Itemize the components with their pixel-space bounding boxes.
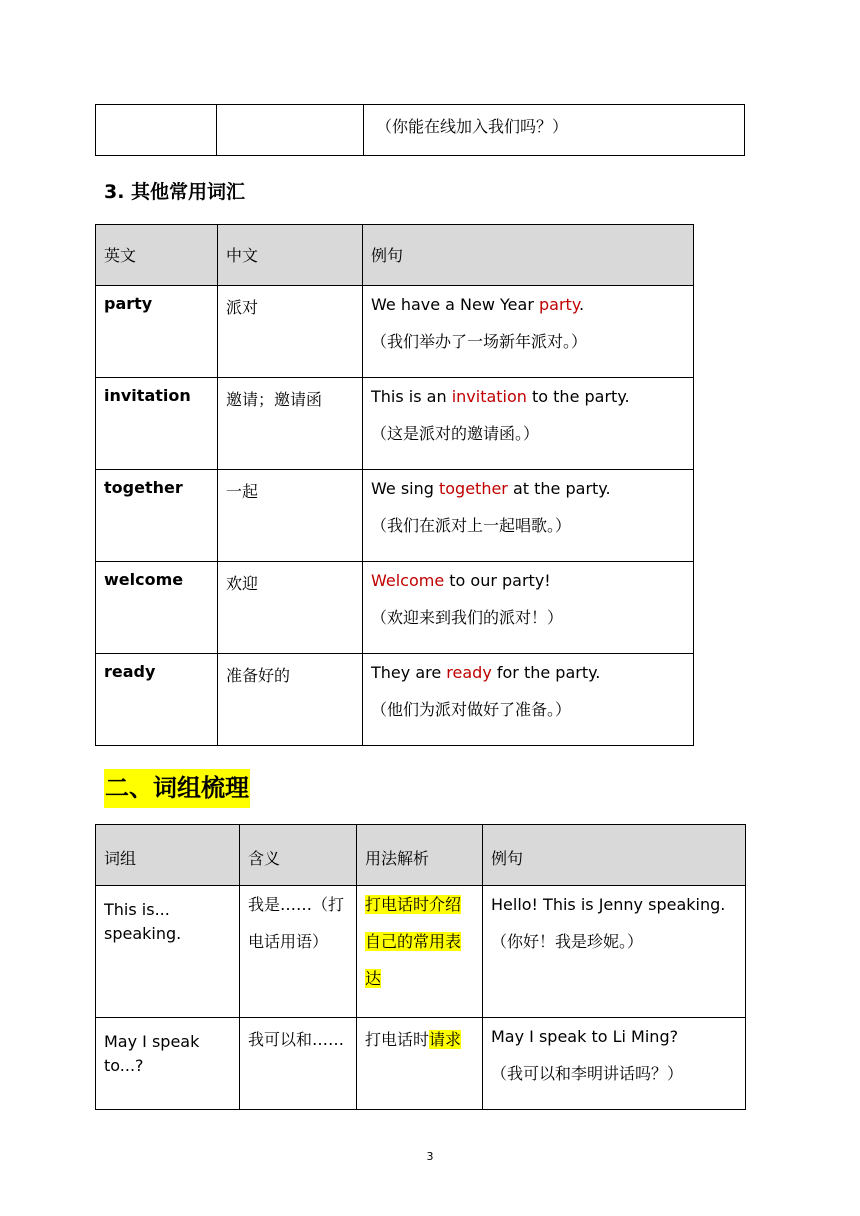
example-zh: （我们在派对上一起唱歌。） [371,516,572,535]
phrase-cell: This is... speaking. [96,886,240,1018]
example-zh: （你好！我是珍妮。） [491,932,644,951]
header-cell: 用法解析 [357,825,483,886]
table-header-row [96,225,694,286]
word-cell: invitation [96,378,218,470]
table-row [96,470,694,562]
table-row [96,886,746,1018]
word-cell: ready [96,654,218,746]
phrase-table [95,824,746,1110]
section-heading: 3. 其他常用词汇 [104,181,246,203]
vocab-table [95,224,694,746]
example-cell [363,470,694,562]
table-header-row [96,825,746,886]
table-row [96,1018,746,1110]
example-cell [363,378,694,470]
example-en: Welcome to our party! [371,571,551,590]
example-cell [363,654,694,746]
phrase-cell: May I speak to...? [96,1018,240,1110]
meaning-cell: 一起 [218,470,363,562]
example-zh: （我们举办了一场新年派对。） [371,332,588,351]
word-cell: party [96,286,218,378]
meaning-cell: 我是……（打电话用语） [240,886,357,1018]
table-cell [96,105,217,156]
meaning-cell: 派对 [218,286,363,378]
example-en: This is an invitation to the party. [371,387,630,406]
example-zh: （我可以和李明讲话吗？） [491,1064,684,1083]
table-row [96,286,694,378]
table-cell [217,105,364,156]
section-heading-highlighted: 二、词组梳理 [104,769,250,808]
usage-cell: 打电话时请求 [357,1018,483,1110]
meaning-cell: 邀请；邀请函 [218,378,363,470]
usage-highlight: 请求 [429,1030,462,1049]
example-cell [363,286,694,378]
header-cell: 例句 [363,225,694,286]
table-row [96,378,694,470]
example-en: We have a New Year party. [371,295,585,314]
example-en: May I speak to Li Ming? [491,1027,679,1046]
example-en: We sing together at the party. [371,479,611,498]
header-cell: 例句 [483,825,746,886]
meaning-cell: 准备好的 [218,654,363,746]
meaning-cell: 我可以和…… [240,1018,357,1110]
example-zh: （他们为派对做好了准备。） [371,700,572,719]
continued-table [95,104,745,156]
example-zh: （这是派对的邀请函。） [371,424,540,443]
example-en: Hello! This is Jenny speaking. [491,895,726,914]
word-cell: together [96,470,218,562]
word-cell: welcome [96,562,218,654]
header-cell: 中文 [218,225,363,286]
example-en: They are ready for the party. [371,663,601,682]
usage-highlight: 打电话时介绍自己的常用表达 [365,895,462,988]
table-cell: （你能在线加入我们吗？） [364,105,745,156]
header-cell: 英文 [96,225,218,286]
header-cell: 词组 [96,825,240,886]
example-cell [363,562,694,654]
page-number: 3 [426,1150,434,1163]
example-cell [483,1018,746,1110]
meaning-cell: 欢迎 [218,562,363,654]
header-cell: 含义 [240,825,357,886]
usage-cell [357,886,483,1018]
table-row [96,654,694,746]
example-zh: （欢迎来到我们的派对！） [371,608,564,627]
table-row [96,562,694,654]
example-cell [483,886,746,1018]
